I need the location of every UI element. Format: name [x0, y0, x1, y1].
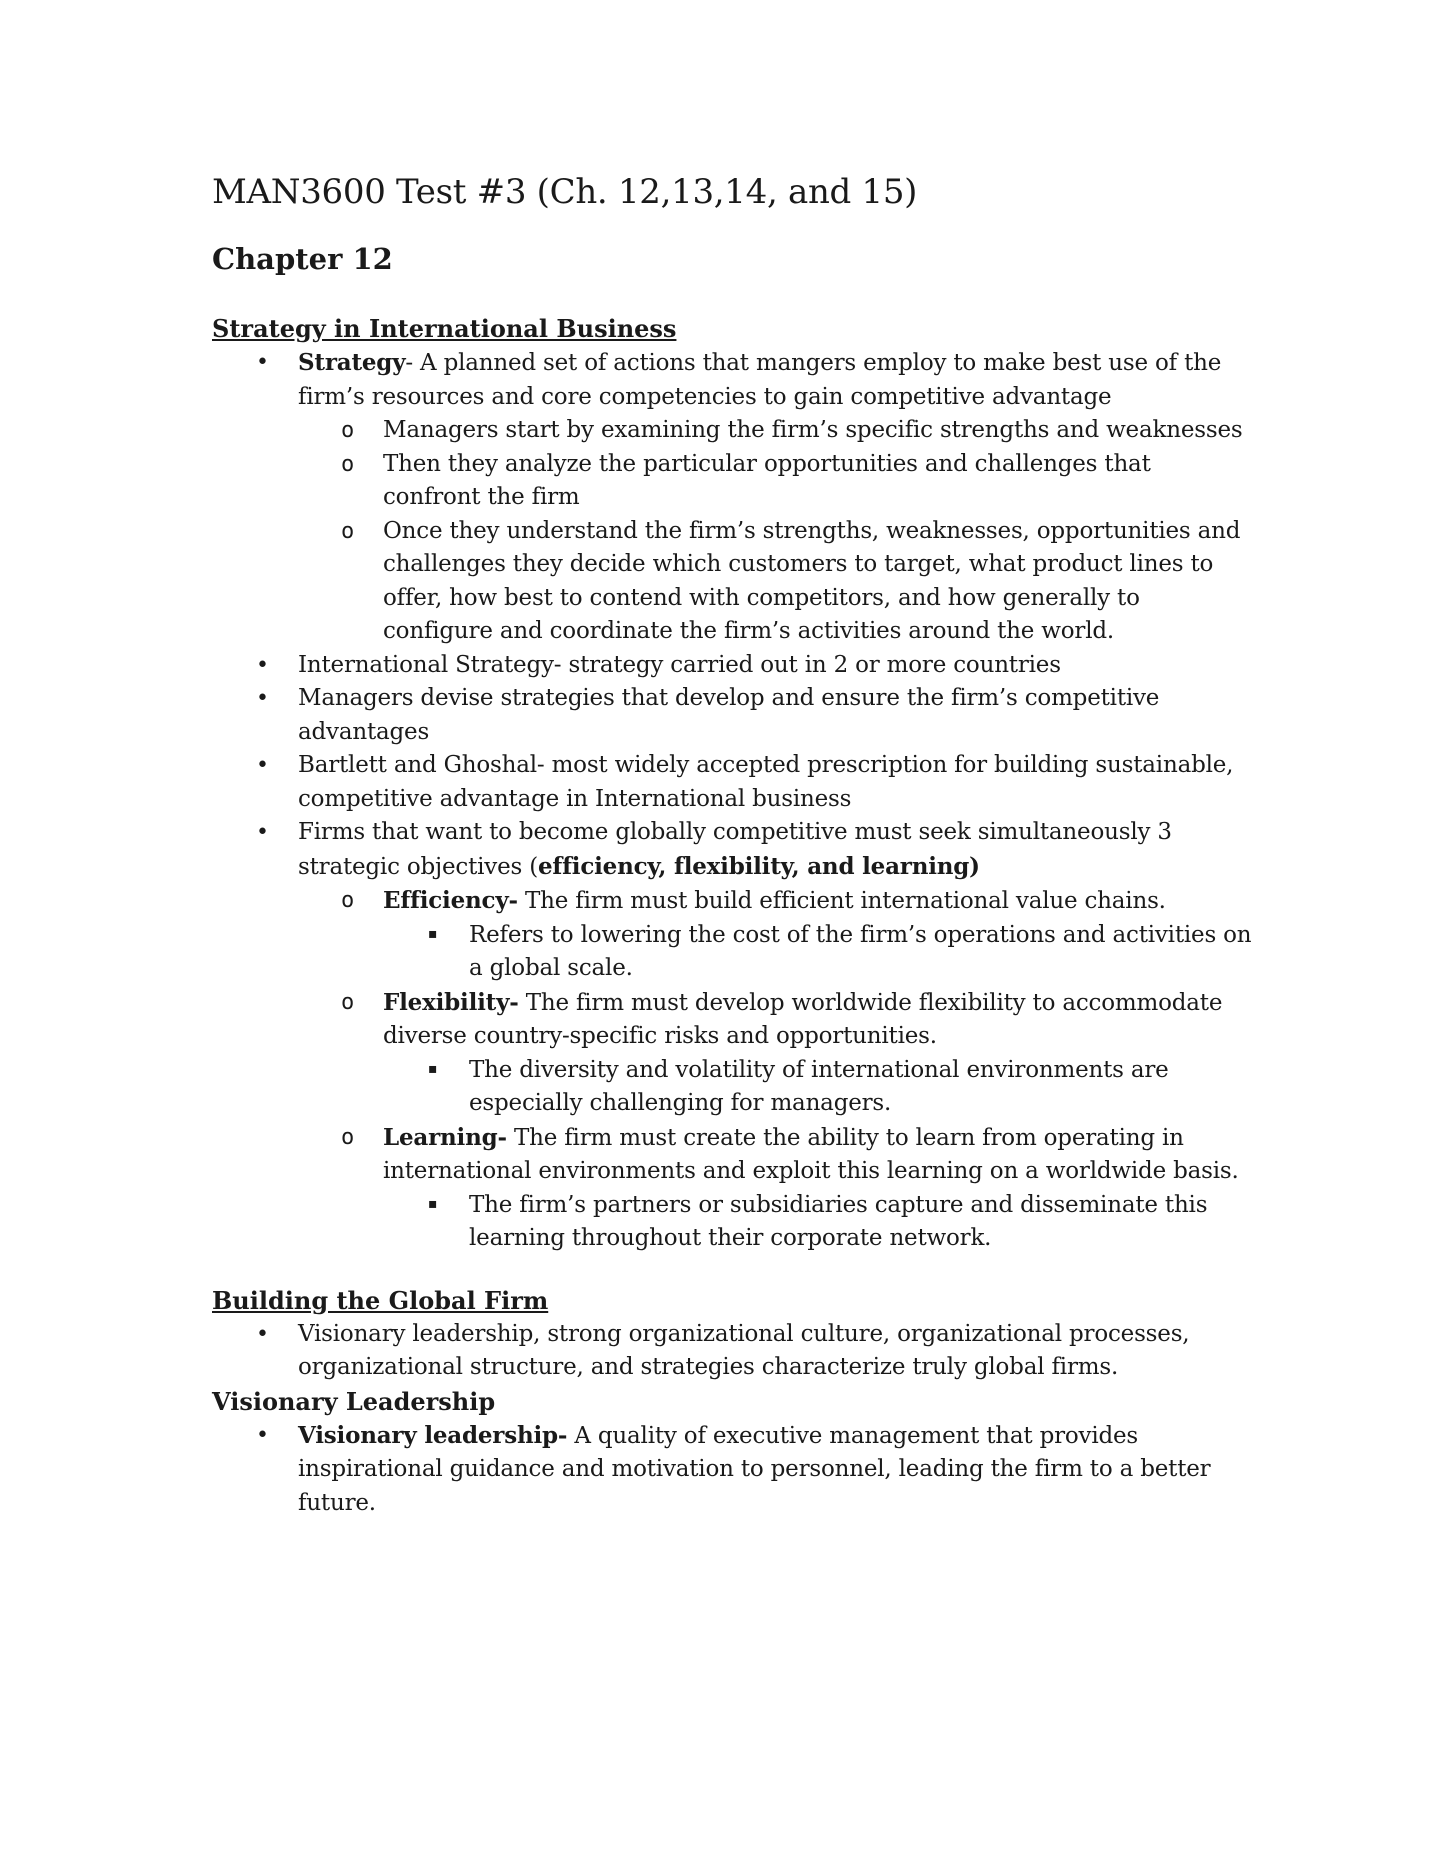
term-strategy: Strategy: [298, 349, 406, 376]
bullet-marker: •: [256, 686, 269, 711]
objective-learning: [212, 1121, 1252, 1256]
circle-marker: o: [341, 1124, 355, 1150]
strategy-bullet-list: [212, 346, 1252, 1256]
list-item-text: Bartlett and Ghoshal- most widely accepted prescription for building sustainable, competitive advantage in International business: [298, 752, 1234, 812]
list-item-text: Visionary leadership, strong organizational culture, organizational processes, organizational structure, and strategies characterize truly global firms.: [298, 1320, 1190, 1380]
detail-item: [212, 919, 1252, 986]
list-item-text: Managers devise strategies that develop and ensure the firm’s competitive advantages: [298, 685, 1160, 745]
bullet-marker: •: [256, 652, 269, 678]
square-marker: ▪: [428, 925, 438, 942]
square-marker: ▪: [428, 1195, 438, 1212]
term-visionary-leadership: Visionary leadership-: [298, 1421, 568, 1449]
section-heading-strategy: Strategy in International Business: [212, 314, 677, 343]
sub-list-item: [212, 448, 1252, 515]
bullet-marker: •: [256, 1422, 269, 1448]
circle-marker: o: [341, 989, 355, 1015]
list-item: [212, 649, 1252, 683]
sub-item-text: Once they understand the firm’s strengths, weaknesses, opportunities and challenges they decide which customers to target, what product lines to offer, how best to contend with competitors, and how generally to configure and coordinate the firm’s activities around the world.: [383, 517, 1241, 644]
detail-text: The diversity and volatility of international environments are especially challenging for managers.: [469, 1056, 1169, 1116]
flexibility-detail-list: [212, 1054, 1252, 1121]
detail-text: The firm’s partners or subsidiaries capture and disseminate this learning throughout their corporate network.: [469, 1191, 1208, 1251]
section-heading-global-firm: Building the Global Firm: [212, 1285, 549, 1315]
list-item: [212, 749, 1252, 816]
bullet-marker: •: [256, 820, 269, 845]
subheading-visionary-leadership: Visionary Leadership: [212, 1386, 496, 1416]
global-firm-bullet-list: [212, 1318, 1252, 1385]
square-marker: ▪: [428, 1060, 438, 1077]
list-item-text: Firms that want to become globally competitive must seek simultaneously 3 strategic objectives (: [298, 819, 1172, 880]
definition-efficiency: The firm must build efficient international value chains.: [517, 888, 1166, 914]
detail-text: Refers to lowering the cost of the firm’s operations and activities on a global scale.: [469, 921, 1252, 981]
sub-item-text: Managers start by examining the firm’s specific strengths and weaknesses: [383, 417, 1243, 443]
circle-marker: o: [341, 888, 355, 913]
bullet-marker: •: [256, 1321, 269, 1347]
circle-marker: o: [341, 518, 355, 544]
efficiency-detail-list: [212, 919, 1252, 986]
list-item: [212, 682, 1252, 749]
sub-list-item: [212, 515, 1252, 649]
list-item-strategy: [212, 346, 1252, 649]
list-item: [212, 1318, 1252, 1385]
circle-marker: o: [341, 418, 355, 443]
definition-visionary-leadership: A quality of executive management that provides inspirational guidance and motivation to personnel, leading the firm to a better future.: [298, 1422, 1211, 1516]
detail-item: [212, 1054, 1252, 1121]
circle-marker: o: [341, 451, 355, 477]
bullet-marker: •: [256, 350, 269, 375]
list-item-objectives: [212, 816, 1252, 1256]
chapter-heading: Chapter 12: [212, 242, 393, 276]
objective-flexibility: [212, 986, 1252, 1121]
objectives-bold-text: efficiency, flexibility, and learning): [537, 852, 980, 880]
objective-efficiency: [212, 884, 1252, 986]
list-item-visionary-leadership: [212, 1419, 1252, 1521]
objectives-sub-list: [212, 884, 1252, 1256]
detail-item: [212, 1189, 1252, 1256]
definition-strategy: - A planned set of actions that mangers employ to make best use of the firm’s resources and core competencies to gain competitive advantage: [298, 350, 1222, 410]
learning-detail-list: [212, 1189, 1252, 1256]
term-flexibility: Flexibility-: [383, 988, 519, 1016]
strategy-sub-list: [212, 414, 1252, 649]
document-page: [212, 170, 1252, 1520]
document-title: MAN3600 Test #3 (Ch. 12,13,14, and 15): [212, 172, 918, 212]
bullet-marker: •: [256, 753, 269, 778]
definition-learning: The firm must create the ability to learn from operating in international environments and exploit this learning on a worldwide basis.: [383, 1124, 1239, 1184]
visionary-leadership-list: [212, 1419, 1252, 1521]
sub-item-text: Then they analyze the particular opportunities and challenges that confront the firm: [383, 450, 1151, 510]
term-learning: Learning-: [383, 1123, 507, 1151]
term-efficiency: Efficiency-: [383, 887, 518, 914]
list-item-text: International Strategy- strategy carried out in 2 or more countries: [298, 651, 1061, 678]
sub-list-item: [212, 414, 1252, 448]
definition-flexibility: The firm must develop worldwide flexibility to accommodate diverse country-specific risks and opportunities.: [383, 989, 1223, 1049]
